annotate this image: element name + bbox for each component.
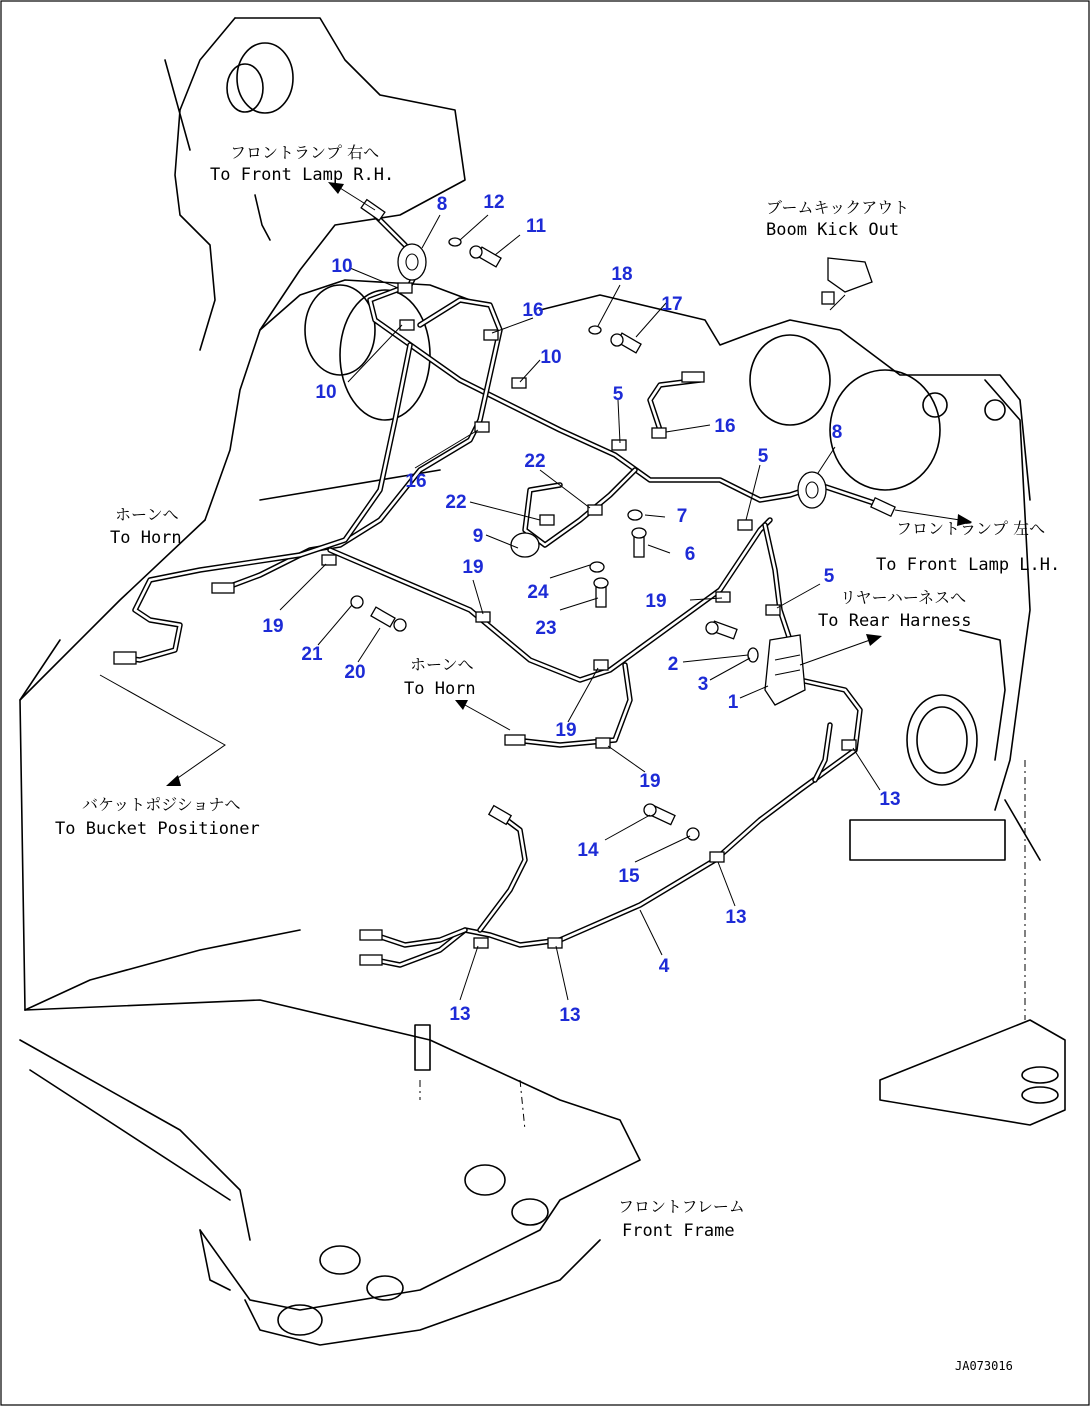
label-horn-left-jp: ホーンへ — [115, 505, 179, 524]
callout-8-right: 8 — [831, 422, 843, 443]
label-boom-kickout-jp: ブームキックアウト — [766, 198, 910, 217]
clip-10-c — [512, 378, 526, 388]
callout-19-d: 19 — [645, 591, 667, 612]
bolt-11 — [470, 246, 501, 267]
callout-10-a: 10 — [331, 256, 353, 277]
clip-13-d — [474, 938, 488, 948]
clip-10-a — [398, 283, 412, 293]
washer-24 — [590, 562, 604, 572]
callout-13-a: 13 — [879, 789, 901, 810]
callout-5-c: 5 — [823, 566, 835, 587]
callout-10-c: 10 — [540, 347, 562, 368]
clip-16-c — [652, 428, 666, 438]
grommet-9 — [511, 533, 539, 557]
callout-4: 4 — [658, 956, 670, 977]
callout-numbers — [262, 192, 900, 1026]
callout-5-b: 5 — [757, 446, 769, 467]
callout-12: 12 — [483, 192, 505, 213]
clip-5-a — [612, 440, 626, 450]
connector-bucket-positioner — [114, 652, 136, 664]
callout-2: 2 — [667, 654, 679, 675]
connector-front-lamp-rh — [361, 200, 385, 221]
callout-13-c: 13 — [559, 1005, 581, 1026]
label-front-frame: Front Frame — [622, 1221, 735, 1241]
connector-harness4-a — [360, 930, 382, 940]
callout-8-left: 8 — [436, 194, 448, 215]
washer-15 — [687, 828, 699, 840]
label-boom-kickout: Boom Kick Out — [766, 220, 900, 240]
connector-horn-mid — [505, 735, 525, 745]
callout-18: 18 — [611, 264, 633, 285]
connector-horn-left — [212, 583, 234, 593]
clip-22-a — [540, 515, 554, 525]
callout-7: 7 — [676, 506, 688, 527]
clip-19-a — [322, 555, 336, 565]
clip-19-c — [594, 660, 608, 670]
label-front-frame-jp: フロントフレーム — [618, 1197, 745, 1216]
label-front-lamp-rh-jp: フロントランプ 右へ — [230, 143, 380, 162]
label-bucket-positioner: To Bucket Positioner — [55, 819, 260, 839]
callout-5-a: 5 — [612, 384, 624, 405]
callout-21: 21 — [301, 644, 323, 665]
label-front-lamp-lh-jp: フロントランプ 左へ — [896, 519, 1046, 538]
clip-5-c — [766, 605, 780, 615]
boom-kickout-sensor — [828, 258, 872, 292]
grommet-8-right — [798, 472, 826, 508]
washer-21 — [351, 596, 363, 608]
label-bucket-positioner-jp: バケットポジショナへ — [82, 795, 241, 814]
callout-14: 14 — [577, 840, 599, 861]
washer-2 — [748, 648, 758, 662]
callout-24: 24 — [527, 582, 549, 603]
boom-kickout-plug — [822, 292, 834, 304]
drawing-code: JA073016 — [955, 1359, 1013, 1373]
bolt-14 — [644, 804, 675, 825]
border-frame — [1, 1, 1089, 1405]
label-horn-mid: To Horn — [404, 679, 476, 699]
callout-23: 23 — [535, 618, 557, 639]
callout-19-a: 19 — [462, 557, 484, 578]
callout-17: 17 — [661, 294, 683, 315]
callout-19-c: 19 — [555, 720, 577, 741]
label-rear-harness-jp: リヤーハーネスへ — [840, 588, 967, 607]
label-front-lamp-rh: To Front Lamp R.H. — [210, 165, 395, 185]
callout-15: 15 — [618, 866, 640, 887]
clip-19-d — [716, 592, 730, 602]
callout-10-b: 10 — [315, 382, 337, 403]
callout-19-b: 19 — [262, 616, 284, 637]
label-rear-harness: To Rear Harness — [818, 611, 972, 631]
callout-11: 11 — [525, 216, 547, 237]
clip-13-b — [710, 852, 724, 862]
grommet-8-left — [398, 244, 426, 280]
label-front-lamp-lh: To Front Lamp L.H. — [876, 555, 1061, 575]
callout-9: 9 — [472, 526, 484, 547]
callout-1: 1 — [727, 692, 739, 713]
clip-5-b — [738, 520, 752, 530]
connector-harness4-b — [360, 955, 382, 965]
bolt-6 — [632, 528, 646, 557]
connector-harness4-top — [489, 806, 511, 825]
bolt-20 — [371, 607, 406, 631]
callout-16-b: 16 — [405, 471, 427, 492]
clip-10-b — [400, 320, 414, 330]
washer-18 — [589, 326, 601, 334]
bolt-3 — [706, 621, 737, 639]
callout-13-b: 13 — [725, 907, 747, 928]
washer-7 — [628, 510, 642, 520]
label-horn-left: To Horn — [110, 528, 182, 548]
bolt-23 — [594, 578, 608, 607]
callout-16-a: 16 — [522, 300, 544, 321]
callout-19-e: 19 — [639, 771, 661, 792]
connector-boom-kickout — [682, 372, 704, 382]
callout-6: 6 — [684, 544, 696, 565]
callout-16-c: 16 — [714, 416, 736, 437]
callout-22-b: 22 — [445, 492, 467, 513]
clip-13-c — [548, 938, 562, 948]
callout-3: 3 — [697, 674, 709, 695]
callout-22-a: 22 — [524, 451, 546, 472]
connector-front-lamp-lh — [871, 498, 895, 516]
washer-12 — [449, 238, 461, 246]
leader-lines — [280, 215, 880, 1000]
label-horn-mid-jp: ホーンへ — [410, 655, 474, 674]
callout-20: 20 — [344, 662, 366, 683]
callout-13-d: 13 — [449, 1004, 471, 1025]
clip-22-b — [588, 505, 602, 515]
